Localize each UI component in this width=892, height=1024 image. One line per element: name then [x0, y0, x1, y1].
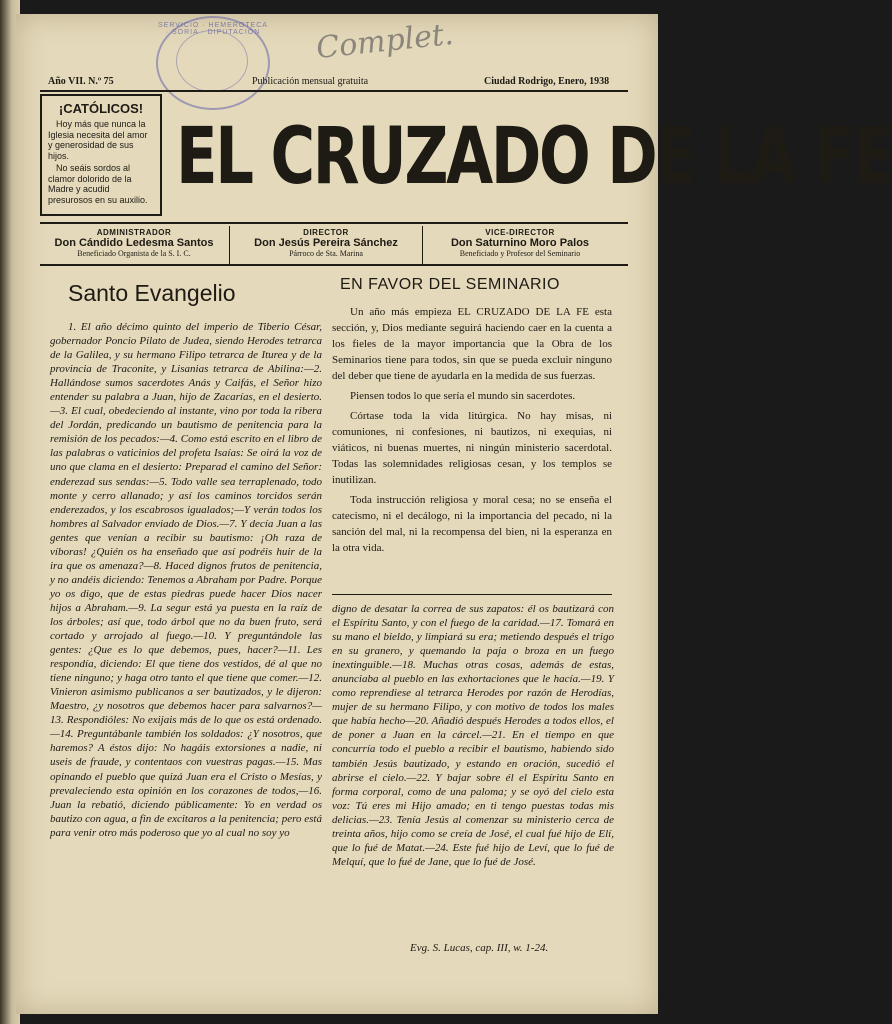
catolicos-text-2: No seáis sordos al clamor dolorido de la Madre y acudid presurosos en su auxilio.	[48, 163, 148, 205]
top-rule	[40, 90, 628, 92]
staff-vice-director	[428, 228, 612, 258]
issue-number: Año VII. N.º 75	[48, 76, 114, 87]
staff-administrador	[42, 228, 226, 258]
staff-role: ADMINISTRADOR	[96, 228, 172, 237]
staff-director	[234, 228, 418, 258]
seminario-paragraph: Toda instrucción religiosa y moral cesa; no se enseña el catecismo, ni el decálogo, ni la importancia del pecado, ni la sanción del mal, ni la recompensa del bien, ni la esperanza en la otra vida.	[332, 494, 612, 554]
evangelio-heading: Santo Evangelio	[68, 280, 236, 306]
catolicos-title: ¡CATÓLICOS!	[58, 101, 144, 116]
staff-separator	[229, 226, 230, 266]
seminario-paragraph: Piensen todos lo que sería el mundo sin sacerdotes.	[350, 390, 576, 402]
staff-detail: Párroco de Sta. Marina	[289, 249, 363, 258]
staff-separator	[422, 226, 423, 266]
evangelio-reference: Evg. S. Lucas, cap. III, w. 1-24.	[410, 942, 549, 954]
staff-role: DIRECTOR	[303, 228, 349, 237]
handwritten-note: Complet.	[314, 16, 456, 67]
catolicos-text-1: Hoy más que nunca la Iglesia necesita del amor y generosidad de sus hijos.	[48, 119, 148, 161]
staff-detail: Beneficiado y Profesor del Seminario	[459, 249, 581, 258]
evangelio-text-left: 1. El año décimo quinto del imperio de Tiberio César, gobernador Poncio Pilato de Judea, siendo Herodes tetrarca de la Galilea, y su hermano Filipo tetrarca de Iturea y de la provincia de Traconite, y Lisanias tetrarca de Abilina:—2. Hallándose sumos sacerdotes Anás y Caifás, el Señor hizo entender su palabra a Juan, hijo de Zacarías, en el desierto.—3. El cual, obedeciendo al instante, vino por toda la ribera del Jordán, predicando un bautismo de penitencia para la remisión de los pecados:—4. Como está escrito en el libro de las palabras o vaticinios del profeta Isaías: Se oirá la voz de uno que clama en el desierto: Preparad el camino del Señor: enderezad sus sendas:—5. Todo valle sea terraplenado, todo monte y cerro allanado; y así los caminos torcidos serán enderezados, y los escabrosos igualados;—Y verán todos los hombres al Salvador enviado de Dios.—7. Y decía Juan a las gentes que venían a recibir su bautismo: ¡Oh raza de víboras! ¿Quién os ha enseñado que así podréis huir de la ira que os amenaza?—8. Haced dignos frutos de penitencia, y no andéis diciendo: Tenemos a Abraham por Padre. Porque yo os digo, que de estas piedras puede hacer Dios nacer hijos a Abraham.—9. La segur está ya puesta en la raíz de los árboles; así que, todo árbol que no da buen fruto, será cortado y arrojado al fuego.—10. Y preguntándole las gentes: ¿Que es lo que debemos, pues, hacer?—11. Les respondía, diciendo: El que tiene dos vestidos, dé al que no tiene ninguno; y haga otro tanto el que tiene que comer.—12. Vinieron asimismo publicanos a ser bautizados, y le dijeron: Maestro, ¿y nosotros que debemos hacer para salvarnos?—13. Respondióles: No exijais más de lo que os está ordenado.—14. Preguntábanle también los soldados: ¿Y nosotros, que haremos? A éstos dijo: No hagáis extorsiones a nadie, ni useis de fraude, y contentaos con vuestras pagas.—15. Mas opinando el pueblo que quizá Juan era el Cristo o Mesías, y prevaleciendo esta opinión en los corazones de todos,—16. Juan la rebatió, diciendo públicamente: Yo en verdad os bautizo con agua, a fin de excitaros a la penitencia; pero está para venir otro más poderoso que yo al cual no soy yo	[50, 321, 322, 839]
staff-name: Don Saturnino Moro Palos	[450, 237, 590, 249]
staff-name: Don Jesús Pereira Sánchez	[254, 237, 398, 249]
seminario-heading: EN FAVOR DEL SEMINARIO	[340, 276, 560, 293]
seminario-end-rule	[332, 594, 612, 595]
library-stamp	[156, 16, 270, 110]
staff-role: VICE-DIRECTOR	[485, 228, 555, 237]
staff-top-rule	[40, 222, 628, 224]
seminario-paragraph: Un año más empieza EL CRUZADO DE LA FE esta sección, y, Dios mediante seguirá haciendo caer en la cuenta a los fieles de la mayor importancia que la Obra de los Seminarios tiene para todos, sin que se pueda excluir ninguno del deber que tiene de ayudarla en la medida de sus fuerzas.	[332, 306, 612, 382]
newspaper-page	[16, 14, 892, 1014]
evangelio-text-right: digno de desatar la correa de sus zapatos: él os bautizará con el Espíritu Santo, y con el fuego de la caridad.—17. Tomará en su mano el bieldo, y limpiará su era; metiendo después el trigo en su granero, y quemando la paja o broza en un fuego inextinguible.—18. Muchas otras cosas, además de estas, anunciaba al pueblo en las exhortaciones que le hacía.—19. Y como reprendiese al tetrarca Herodes por razón de Herodías, mujer de su hermano Filipo, y con motivo de todos los males que había hecho—20. Añadió después Herodes a todos ellos, el de poner a Juan en la cárcel.—21. En el tiempo en que concurría todo el pueblo a recibir el bautismo, habiendo sido también Jesús bautizado, y estando en oración, sucedió el abrirse el cielo.—22. Y bajar sobre él el Espíritu Santo en forma corporal, como de una paloma; y se oyó del cielo esta voz: Tú eres mi Hijo amado; en ti tengo puestas todas mis delicias.—23. Tenía Jesús al comenzar su ministerio cerca de treinta años, hijo como se creía de José, el cual fué hijo de Elí, que lo fué de Matat.—24. Este fué hijo de Leví, que lo fué de Melquí, que lo fué de Jane, que lo fué de José.	[332, 603, 614, 868]
publication-note: Publicación mensual gratuita	[252, 76, 369, 87]
seminario-paragraph: Córtase toda la vida litúrgica. No hay misas, ni comuniones, ni confesiones, ni bautizos, ni exequias, ni viáticos, ni buenas muertes, ni ningún ministerio sacerdotal. Todas las solemnidades religiosas cesan, y los templos se inutilizan.	[332, 410, 612, 486]
stamp-inner-ring	[176, 30, 248, 92]
staff-name: Don Cándido Ledesma Santos	[54, 237, 214, 249]
catolicos-box	[40, 94, 162, 216]
staff-bottom-rule	[40, 264, 628, 266]
staff-detail: Beneficiado Organista de la S. I. C.	[77, 249, 191, 258]
masthead-title: EL CRUZADO DE LA FE	[176, 112, 892, 202]
place-date: Ciudad Rodrigo, Enero, 1938	[484, 76, 610, 87]
stamp-text: SERVICIO · HEMEROTECA · SORIA · DIPUTACIÓN	[158, 22, 268, 36]
seminario-text	[332, 304, 612, 560]
